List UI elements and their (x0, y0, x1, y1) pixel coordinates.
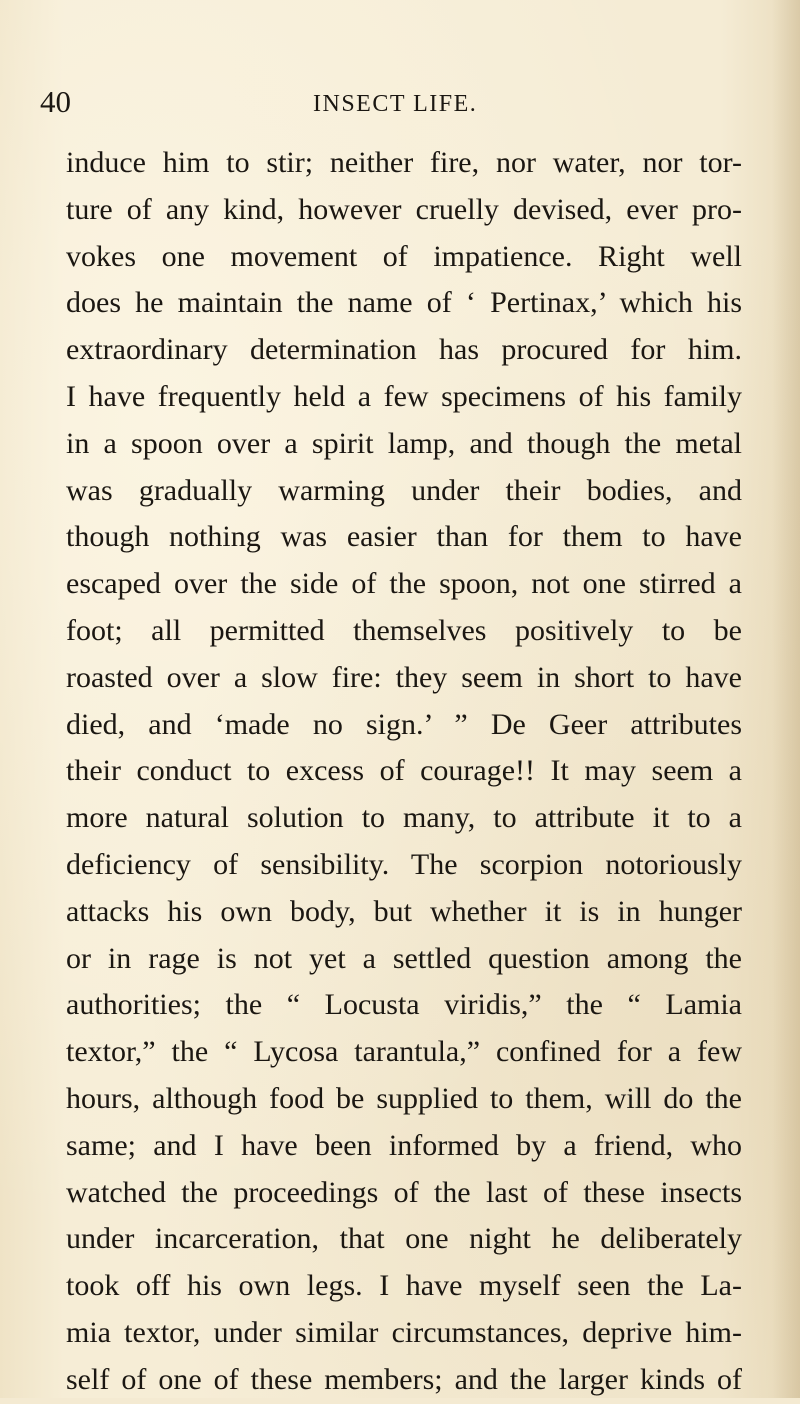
text-line: extraordinary determination has procured for him. (66, 333, 742, 367)
text-line: more natural solution to many, to attribute it to a (66, 801, 742, 835)
text-line: hours, although food be supplied to them, will do the (66, 1081, 742, 1115)
text-line: induce him to stir; neither fire, nor water, nor tor- (66, 146, 742, 179)
text-line: escaped over the side of the spoon, not one stirred a (66, 567, 742, 601)
text-line: does he maintain the name of ‘ Pertinax,’ which his (66, 286, 742, 320)
text-line: watched the proceedings of the last of these insects (66, 1175, 742, 1209)
text-line: their conduct to excess of courage!! It may seem a (66, 754, 742, 788)
text-line: vokes one movement of impatience. Right well (66, 239, 742, 273)
text-line: deficiency of sensibility. The scorpion notoriously (66, 847, 742, 881)
text-line: though nothing was easier than for them to have (66, 520, 742, 554)
page-edge-shadow (772, 0, 800, 1398)
text-line: ture of any kind, however cruelly devised, ever pro- (66, 192, 742, 226)
running-head: INSECT LIFE. (313, 91, 478, 117)
text-line: same; and I have been informed by a friend, who (66, 1128, 742, 1162)
text-line: in a spoon over a spirit lamp, and though the metal (66, 426, 742, 460)
page-header (40, 84, 760, 120)
text-line: roasted over a slow fire: they seem in short to have (66, 660, 742, 694)
text-line: under incarceration, that one night he deliberately (66, 1222, 742, 1256)
text-line: mia textor, under similar circumstances, deprive him- (66, 1315, 742, 1349)
text-line: took off his own legs. I have myself seen the La- (66, 1269, 742, 1303)
text-line: I have frequently held a few specimens of his family (66, 379, 742, 413)
text-line: died, and ‘made no sign.’ ” De Geer attributes (66, 707, 742, 741)
text-line: was gradually warming under their bodies, and (66, 473, 742, 507)
text-line: textor,” the “ Lycosa tarantula,” confined for a few (66, 1035, 742, 1069)
text-line: foot; all permitted themselves positively to be (66, 613, 742, 647)
page-number: 40 (40, 84, 71, 119)
text-line: attacks his own body, but whether it is in hunger (66, 894, 742, 928)
body-text (66, 140, 742, 1404)
text-line: or in rage is not yet a settled question among the (66, 941, 742, 975)
text-line: self of one of these members; and the larger kinds of (66, 1362, 742, 1396)
text-line: authorities; the “ Locusta viridis,” the “ Lamia (66, 988, 742, 1022)
